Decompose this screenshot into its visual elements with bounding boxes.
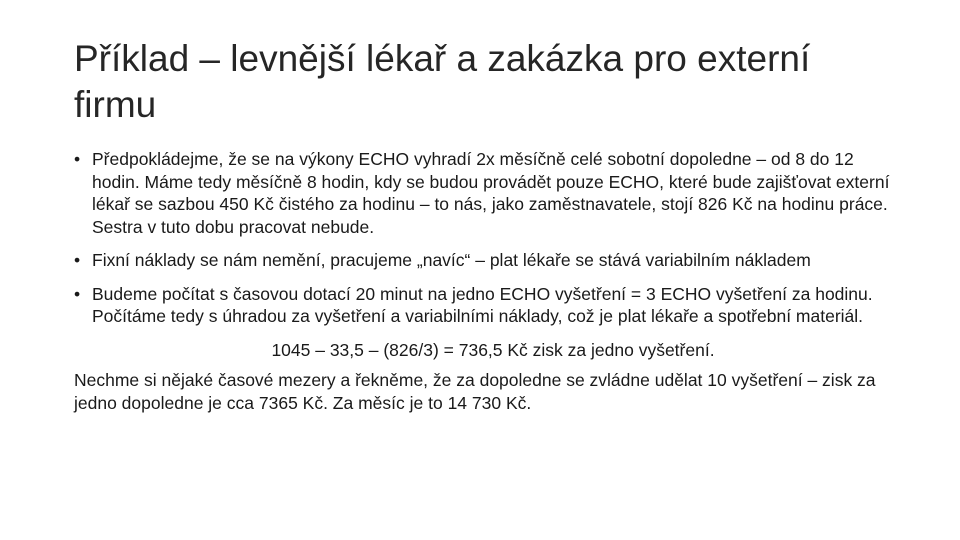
slide-content (74, 148, 894, 414)
formula-line: 1045 – 33,5 – (826/3) = 736,5 Kč zisk za jedno vyšetření. (271, 339, 715, 360)
bullet-icon: • (74, 283, 81, 304)
slide-title: Příklad – levnější lékař a zakázka pro externí firmu (74, 38, 811, 125)
conclusion-text: Nechme si nějaké časové mezery a řekněme, že za dopoledne se zvládne udělat 10 vyšetření – zisk za jedno dopoledne je cca 7365 Kč. Za měsíc je to 14 730 Kč. (74, 370, 876, 413)
bullet-item (74, 249, 894, 272)
bullet-text: Předpokládejme, že se na výkony ECHO vyhradí 2x měsíčně celé sobotní dopoledne – od 8 do 12 hodin. Máme tedy měsíčně 8 hodin, kdy se budou provádět pouze ECHO, které bude zajišťovat externí lékař se sazbou 450 Kč čistého za hodinu – to nás, jako zaměstnavatele, stojí 826 Kč na hodinu práce. Sestra v tuto dobu pracovat nebude. (92, 149, 890, 237)
bullet-icon: • (74, 149, 81, 169)
bullet-icon: • (74, 250, 81, 270)
bullet-text: Fixní náklady se nám nemění, pracujeme „navíc“ – plat lékaře se stává variabilním nákladem (92, 250, 811, 270)
bullet-item (74, 283, 894, 328)
bullet-text: Budeme počítat s časovou dotací 20 minut na jedno ECHO vyšetření = 3 ECHO vyšetření za hodinu. Počítáme tedy s úhradou za vyšetření a variabilními náklady, což je plat lékaře a spotřební materiál. (92, 283, 873, 326)
bullet-item (74, 148, 894, 238)
